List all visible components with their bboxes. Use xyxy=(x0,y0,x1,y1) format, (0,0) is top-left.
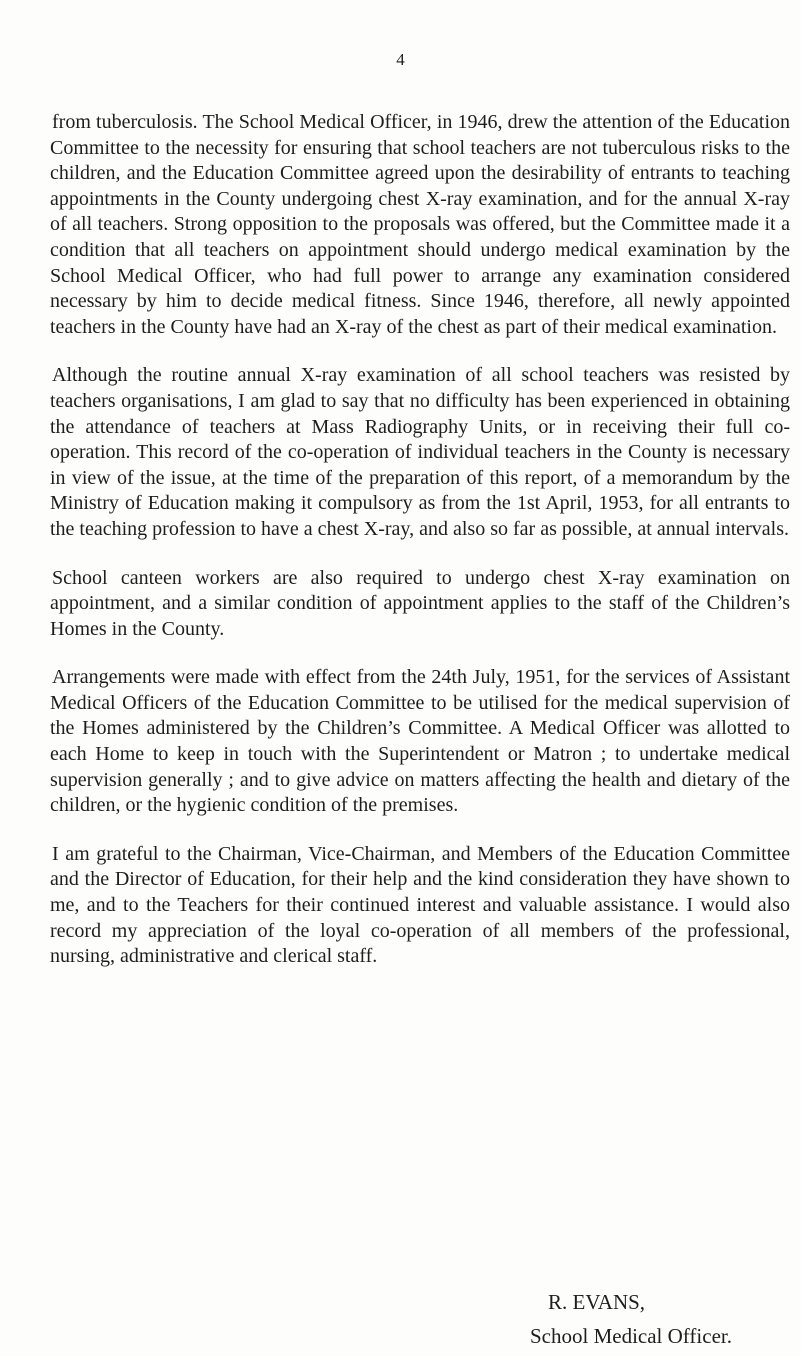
page-number: 4 xyxy=(396,50,405,69)
paragraph-tuberculosis-policy: from tuberculosis. The School Medical Officer, in 1946, drew the attention of the Education Committee to the necessity for ensuring that school teachers are not tuberculous risks to the children, and the Education Committee agreed upon the desirability of entrants to teaching appointments in the County undergoing chest X-ray examination, and for the annual X-ray of all teachers. Strong opposition to the proposals was offered, but the Committee made it a condition that all teachers on appointment should undergo medical examination by the School Medical Officer, who had full power to arrange any examination considered necessary by him to decide medical fitness. Since 1946, therefore, all newly appointed teachers in the County have had an X-ray of the chest as part of their medical examination. xyxy=(50,111,790,338)
paragraph-acknowledgements: I am grateful to the Chairman, Vice-Chairman, and Members of the Education Committee and the Director of Education, for their help and the kind consideration they have shown to me, and to the Teachers for their continued interest and valuable assistance. I would also record my appreciation of the loyal co-operation of all members of the professional, nursing, administrative and clerical staff. xyxy=(50,842,790,968)
paragraph-childrens-homes: Arrangements were made with effect from the 24th July, 1951, for the services of Assistant Medical Officers of the Education Committee to be utilised for the medical supervision of the Homes administered by the Children’s Committee. A Medical Officer was allotted to each Home to keep in touch with the Superintendent or Matron ; to undertake medical supervision generally ; and to give advice on matters affecting the health and dietary of the children, or the hygienic condition of the premises. xyxy=(50,666,790,817)
paragraph-canteen-workers: School canteen workers are also required to undergo chest X-ray examination on appointment, and a similar condition of appointment applies to the staff of the Children’s Homes in the County. xyxy=(50,566,790,640)
signatory-name: R. EVANS, xyxy=(548,1290,646,1314)
paragraph-annual-xray: Although the routine annual X-ray examination of all school teachers was resisted by teachers organisations, I am glad to say that no difficulty has been experienced in obtaining the attendance of teachers at Mass Radiography Units, or in receiving their full co-operation. This record of the co-operation of individual teachers in the County is necessary in view of the issue, at the time of the preparation of this report, of a memorandum by the Ministry of Education making it compulsory as from the 1st April, 1953, for all entrants to the teaching profession to have a chest X-ray, and also so far as possible, at annual intervals. xyxy=(50,364,790,540)
signatory-title: School Medical Officer. xyxy=(530,1324,732,1348)
body-text xyxy=(50,110,790,970)
signature-block xyxy=(530,1289,732,1349)
